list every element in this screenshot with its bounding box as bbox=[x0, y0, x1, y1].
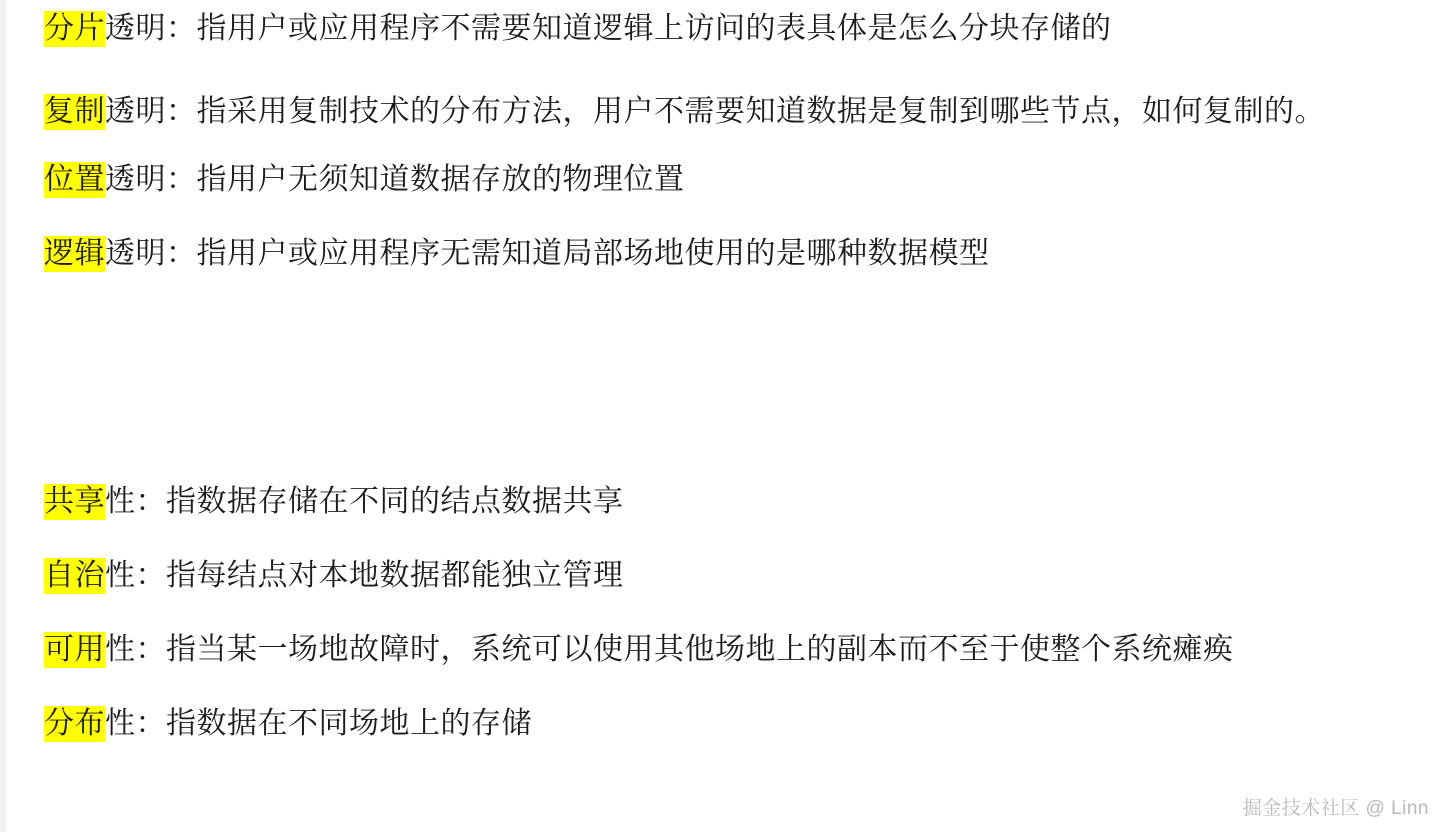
highlighted-term: 自治 bbox=[44, 559, 105, 592]
term-suffix: 性： bbox=[105, 707, 166, 740]
term-suffix: 透明： bbox=[105, 236, 197, 270]
transparency-section bbox=[44, 14, 1424, 269]
term-suffix: 性： bbox=[105, 559, 166, 592]
definition-line bbox=[44, 236, 1424, 270]
highlighted-term: 共享 bbox=[44, 485, 105, 518]
term-suffix: 透明： bbox=[105, 162, 197, 196]
definition-body: 指数据在不同场地上的存储 bbox=[166, 707, 532, 740]
term-suffix: 透明： bbox=[105, 95, 197, 128]
watermark: 掘金技术社区 @ Linn bbox=[1242, 798, 1429, 819]
definition-line bbox=[44, 635, 1234, 665]
highlighted-term: 分布 bbox=[44, 707, 105, 740]
definition-body: 指每结点对本地数据都能独立管理 bbox=[166, 559, 624, 592]
definition-body: 指数据存储在不同的结点数据共享 bbox=[166, 485, 624, 518]
properties-section bbox=[44, 487, 1234, 739]
highlighted-term: 可用 bbox=[44, 633, 105, 666]
definition-line bbox=[44, 709, 1234, 739]
term-suffix: 性： bbox=[105, 485, 166, 518]
definition-line bbox=[44, 14, 1424, 44]
definition-line bbox=[44, 487, 1234, 517]
highlighted-term: 位置 bbox=[44, 162, 105, 196]
highlighted-term: 分片 bbox=[44, 12, 105, 45]
highlighted-term: 复制 bbox=[44, 95, 105, 128]
term-suffix: 性： bbox=[105, 633, 166, 666]
highlighted-term: 逻辑 bbox=[44, 236, 105, 270]
definition-line bbox=[44, 88, 1424, 137]
definition-body: 指采用复制技术的分布方法，用户不需要知道数据是复制到哪些节点，如何复制的。 bbox=[196, 95, 1325, 128]
definition-line bbox=[44, 561, 1234, 591]
definition-body: 指当某一场地故障时，系统可以使用其他场地上的副本而不至于使整个系统瘫痪 bbox=[166, 633, 1234, 666]
definition-line bbox=[44, 162, 1424, 196]
definition-body: 指用户或应用程序不需要知道逻辑上访问的表具体是怎么分块存储的 bbox=[196, 12, 1112, 45]
definition-body: 指用户或应用程序无需知道局部场地使用的是哪种数据模型 bbox=[196, 236, 990, 270]
term-suffix: 透明： bbox=[105, 12, 197, 45]
definition-body: 指用户无须知道数据存放的物理位置 bbox=[196, 162, 685, 196]
